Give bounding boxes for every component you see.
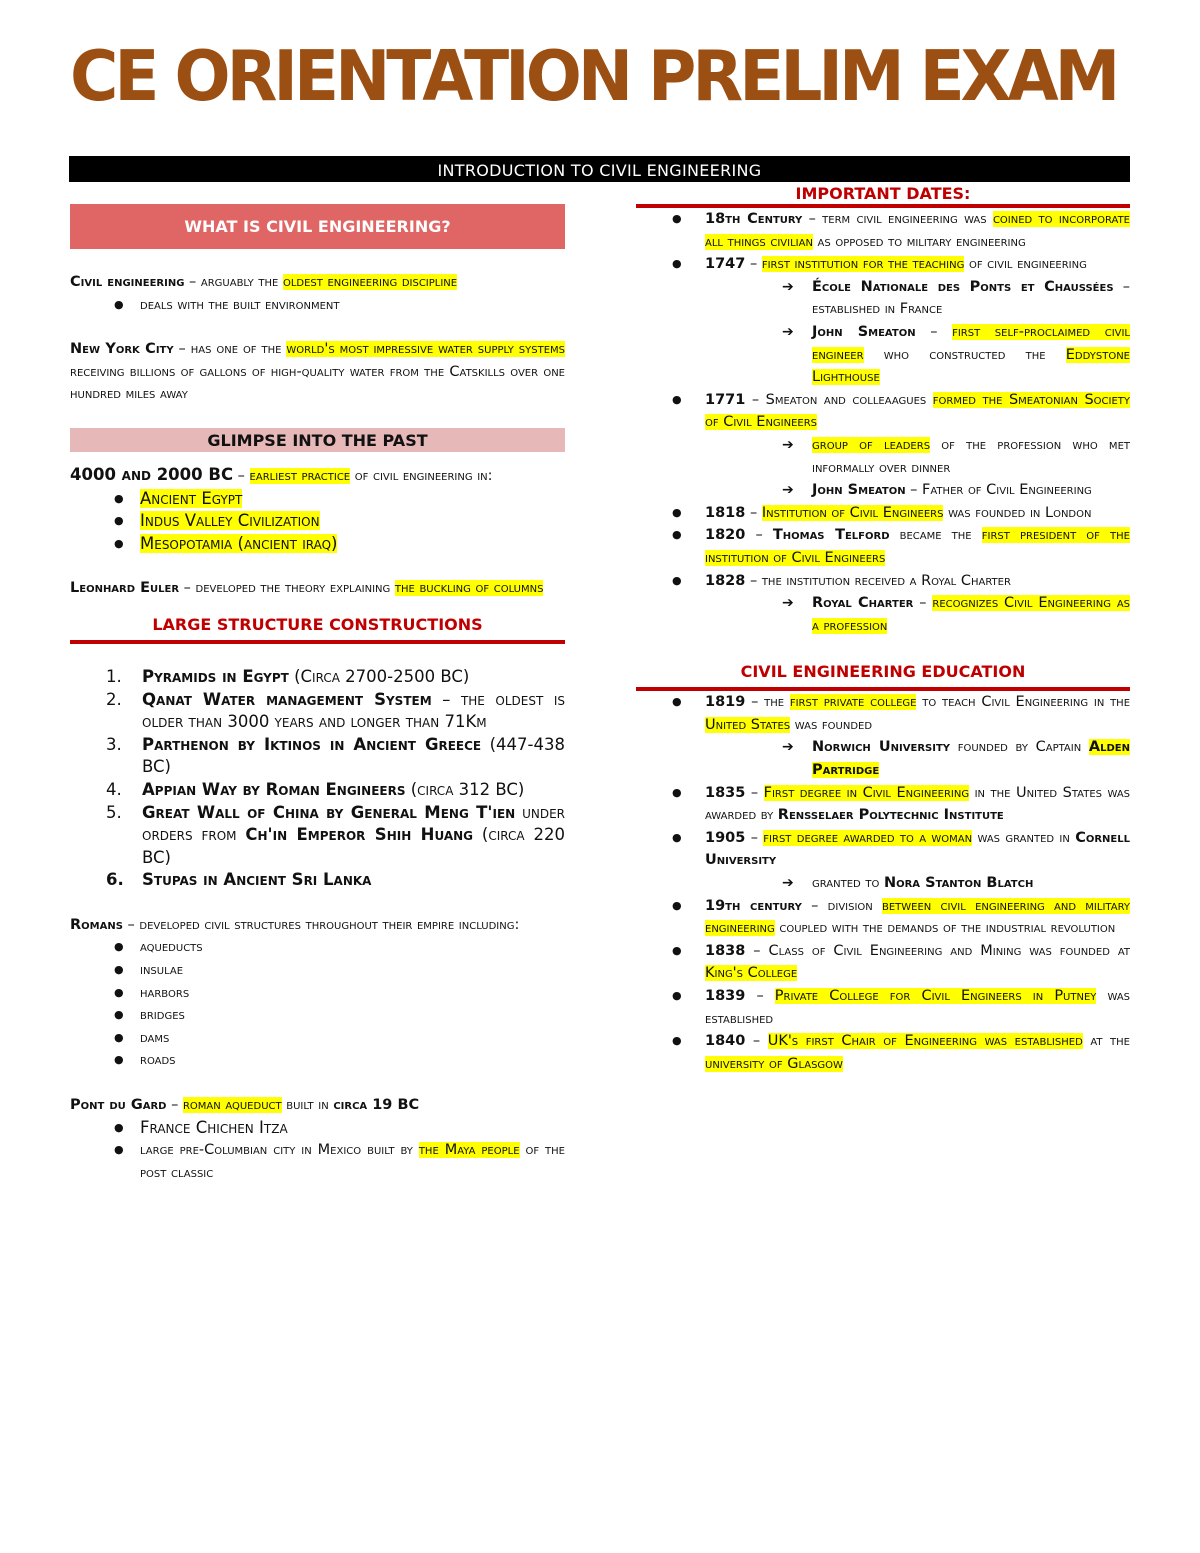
document-title: CE ORIENTATION PRELIM EXAM	[70, 36, 1117, 117]
large-structures-list	[70, 666, 565, 892]
roman-structures-list	[70, 936, 565, 1072]
list-item: 6. Stupas in Ancient Sri Lanka	[106, 870, 372, 890]
ancient-civilizations-list	[70, 488, 565, 556]
list-item: ● aqueducts	[70, 936, 565, 959]
civil-engineering-definition: Civil engineering – arguably the oldest engineering discipline	[70, 274, 458, 290]
important-dates-list-3	[636, 502, 1130, 592]
list-item: ➔ École Nationale des Ponts et Chaussées – established in France	[636, 276, 1130, 321]
education-list-2	[636, 782, 1130, 872]
list-item: ● 19th century – division between civil engineering and military engineering coupled with the demands of the industrial revolution	[636, 895, 1130, 940]
list-item: ● 1818 – Institution of Civil Engineers was founded in London	[636, 502, 1130, 525]
earliest-practice-paragraph: 4000 and 2000 BC – earliest practice of civil engineering in:	[70, 464, 493, 484]
glimpse-into-the-past-heading: GLIMPSE INTO THE PAST	[70, 428, 565, 452]
list-item: ➔ Norwich University founded by Captain Alden Partridge	[636, 736, 1130, 781]
list-item: ● 1747 – first institution for the teaching of civil engineering	[636, 253, 1130, 276]
list-item: ● 18th Century – term civil engineering was coined to incorporate all things civilian as opposed to military engineering	[636, 208, 1130, 253]
1819-subitems	[636, 736, 1130, 781]
important-dates-heading: IMPORTANT DATES:	[636, 186, 1130, 208]
large-structure-constructions-heading: LARGE STRUCTURE CONSTRUCTIONS	[70, 612, 565, 644]
what-is-civil-engineering-heading: WHAT IS CIVIL ENGINEERING?	[70, 204, 565, 249]
list-item: ● bridges	[70, 1004, 565, 1027]
list-item: 3. Parthenon by Iktinos in Ancient Greece (447-438 BC)	[106, 734, 565, 777]
civil-engineering-education-heading: CIVIL ENGINEERING EDUCATION	[636, 659, 1130, 691]
list-item: 5. Great Wall of China by General Meng T'ien under orders from Ch'in Emperor Shih Huang (circa 220 BC)	[106, 802, 565, 867]
list-item: ● 1819 – the first private college to teach Civil Engineering in the United States was founded	[636, 691, 1130, 736]
list-item: ● France Chichen Itza	[70, 1117, 565, 1140]
list-item: 4. Appian Way by Roman Engineers (circa 312 BC)	[106, 779, 525, 799]
1828-subitems	[636, 592, 1130, 637]
list-item: ➔ John Smeaton – first self-proclaimed civil engineer who constructed the Eddystone Lighthouse	[636, 321, 1130, 389]
section-banner: INTRODUCTION TO CIVIL ENGINEERING	[69, 156, 1130, 182]
list-item: ● Indus Valley Civilization	[70, 510, 565, 533]
list-item: ➔ group of leaders of the profession who met informally over dinner	[636, 434, 1130, 479]
list-item: ● Ancient Egypt	[70, 488, 565, 511]
list-item: ● 1828 – the institution received a Royal Charter	[636, 570, 1130, 593]
list-item: ● 1905 – first degree awarded to a woman was granted in Cornell University	[636, 827, 1130, 872]
right-column	[636, 186, 1130, 1075]
list-item: ● roads	[70, 1049, 565, 1072]
pont-du-gard-list	[70, 1117, 565, 1185]
list-item: ➔ granted to Nora Stanton Blatch	[636, 872, 1130, 895]
pont-du-gard-paragraph: Pont du Gard – roman aqueduct built in circa 19 BC	[70, 1097, 420, 1114]
education-list-3	[636, 895, 1130, 1076]
important-dates-list	[636, 208, 1130, 276]
list-item: ● harbors	[70, 982, 565, 1005]
list-item: ➔ John Smeaton – Father of Civil Engineering	[636, 479, 1130, 502]
list-item: 1. Pyramids in Egypt (Circa 2700-2500 BC)	[106, 666, 470, 686]
list-item: ● insulae	[70, 959, 565, 982]
list-item: ● 1840 – UK's first Chair of Engineering was established at the university of Glasgow	[636, 1030, 1130, 1075]
euler-paragraph: Leonhard Euler – developed the theory explaining the buckling of columns	[70, 580, 544, 597]
romans-paragraph: Romans – developed civil structures throughout their empire including:	[70, 916, 520, 933]
education-list	[636, 691, 1130, 736]
list-item: ● large pre-Columbian city in Mexico built by the Maya people of the post classic	[70, 1139, 565, 1184]
list-item: ● 1771 – Smeaton and colleaagues formed the Smeatonian Society of Civil Engineers	[636, 389, 1130, 434]
1771-subitems	[636, 434, 1130, 502]
list-item: ➔ Royal Charter – recognizes Civil Engineering as a profession	[636, 592, 1130, 637]
list-item: ● 1820 – Thomas Telford became the first president of the institution of Civil Engineers	[636, 524, 1130, 569]
list-item: ● 1838 – Class of Civil Engineering and Mining was founded at King's College	[636, 940, 1130, 985]
1905-subitems	[636, 872, 1130, 895]
list-item: 2. Qanat Water management System – the oldest is older than 3000 years and longer than 71Km	[106, 689, 565, 732]
new-york-city-paragraph: New York City – has one of the world's most impressive water supply systems receiving billions of gallons of high-quality water from the Catskills over one hundred miles away	[70, 341, 565, 403]
list-item: ● deals with the built environment	[70, 294, 565, 317]
list-item: ● 1835 – First degree in Civil Engineering in the United States was awarded by Rensselaer Polytechnic Institute	[636, 782, 1130, 827]
list-item: ● dams	[70, 1027, 565, 1050]
left-column	[70, 186, 565, 1184]
1747-subitems	[636, 276, 1130, 389]
civil-engineering-bullets	[70, 294, 565, 317]
important-dates-list-2	[636, 389, 1130, 434]
list-item: ● Mesopotamia (ancient iraq)	[70, 533, 565, 556]
list-item: ● 1839 – Private College for Civil Engineers in Putney was established	[636, 985, 1130, 1030]
